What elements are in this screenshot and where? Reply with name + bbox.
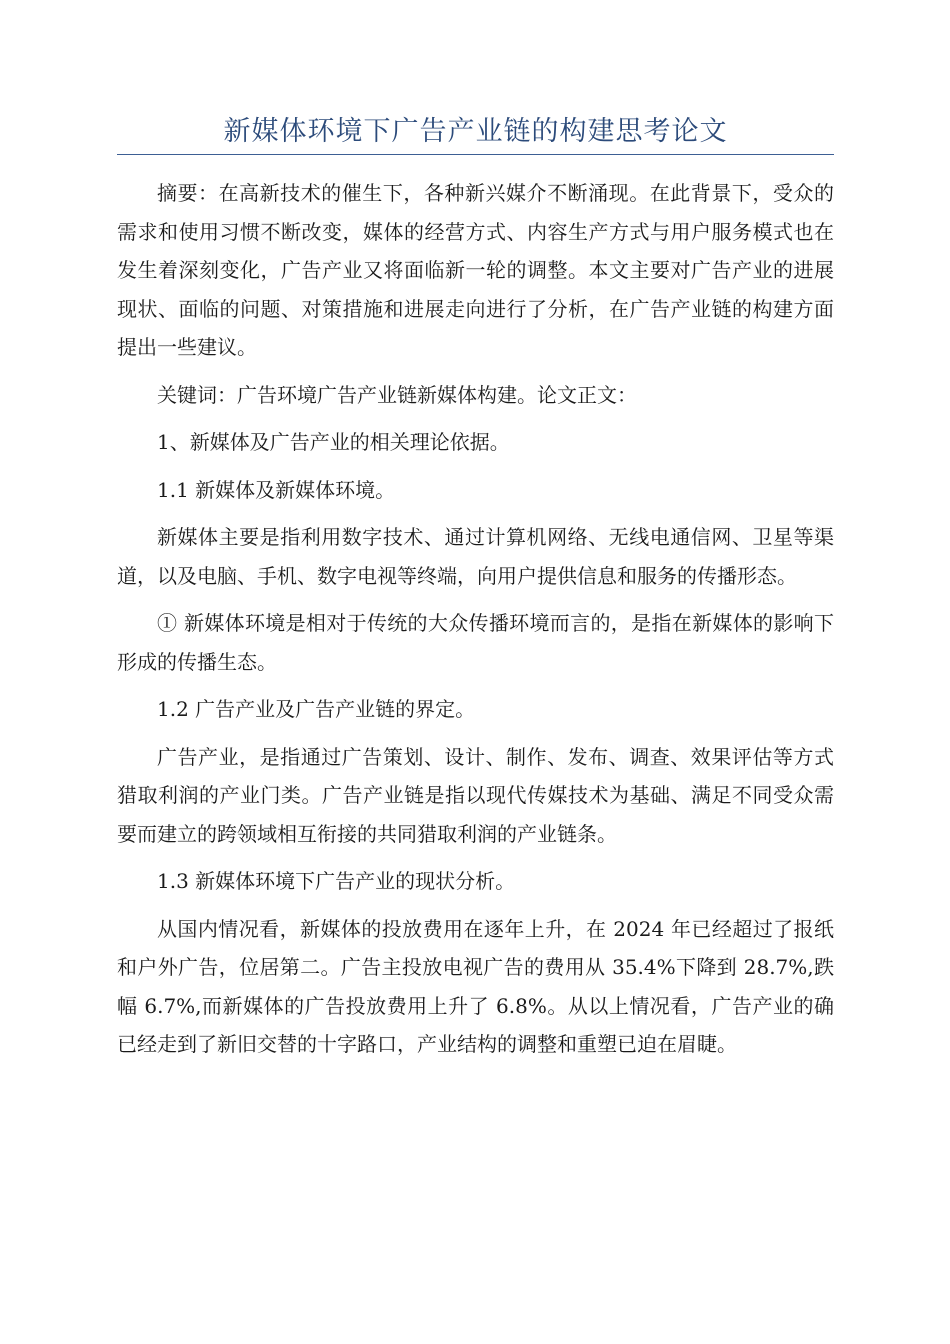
- title-underline: [117, 154, 834, 155]
- body-paragraph: ① 新媒体环境是相对于传统的大众传播环境而言的，是指在新媒体的影响下形成的传播生态。: [117, 611, 834, 674]
- section-heading-1-3: 1.3 新媒体环境下广告产业的现状分析。: [157, 869, 516, 893]
- section-heading-1: 1、新媒体及广告产业的相关理论依据。: [157, 430, 510, 454]
- section-heading-1-2: 1.2 广告产业及广告产业链的界定。: [157, 697, 476, 721]
- body-paragraph: 新媒体主要是指利用数字技术、通过计算机网络、无线电通信网、卫星等渠道，以及电脑、手机、数字电视等终端，向用户提供信息和服务的传播形态。: [117, 525, 834, 588]
- body-paragraph: 从国内情况看，新媒体的投放费用在逐年上升，在 2024 年已经超过了报纸和户外广告，位居第二。广告主投放电视广告的费用从 35.4%下降到 28.7%,跌幅 6.7%,而新媒体的广告投放费用上升了 6.8%。从以上情况看，广告产业的确已经走到了新旧交替的十字路口，产业结构的调整和重塑已迫在眉睫。: [117, 916, 834, 1056]
- keywords-paragraph: 关键词：广告环境广告产业链新媒体构建。论文正文：: [157, 382, 637, 407]
- body-paragraph: 广告产业，是指通过广告策划、设计、制作、发布、调查、效果评估等方式猎取利润的产业门类。广告产业链是指以现代传媒技术为基础、满足不同受众需要而建立的跨领域相互衔接的共同猎取利润的产业链条。: [117, 744, 834, 846]
- section-heading-1-1: 1.1 新媒体及新媒体环境。: [157, 477, 396, 502]
- abstract-paragraph: 摘要：在高新技术的催生下，各种新兴媒介不断涌现。在此背景下，受众的需求和使用习惯不断改变，媒体的经营方式、内容生产方式与用户服务模式也在发生着深刻变化，广告产业又将面临新一轮的调整。本文主要对广告产业的进展现状、面临的问题、对策措施和进展走向进行了分析，在广告产业链的构建方面提出一些建议。: [117, 181, 834, 359]
- document-title: 新媒体环境下广告产业链的构建思考论文: [223, 116, 728, 147]
- document-body: [117, 174, 834, 1073]
